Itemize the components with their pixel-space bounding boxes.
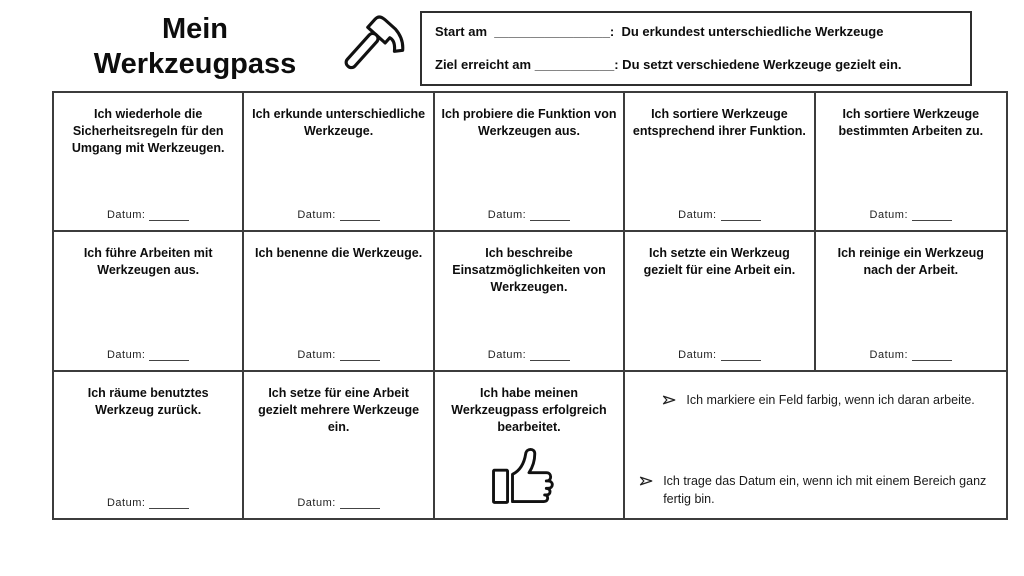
task-text: Ich sortiere Werkzeuge bestimmten Arbeiten zu.	[838, 107, 984, 138]
instruction-text: Ich markiere ein Feld farbig, wenn ich daran arbeite.	[686, 393, 975, 407]
datum-label: Datum:	[297, 209, 336, 221]
hammer-icon	[330, 8, 412, 86]
task-cell-r1c5	[816, 93, 1006, 232]
task-cell-r2c4	[625, 232, 815, 372]
task-text: Ich führe Arbeiten mit Werkzeugen aus.	[83, 246, 213, 277]
task-text: Ich beschreibe Einsatzmöglichkeiten von Werkzeugen.	[452, 246, 606, 294]
datum-field	[107, 209, 189, 221]
task-cell-r1c2	[244, 93, 434, 232]
task-cell-r1c3	[435, 93, 625, 232]
task-grid	[52, 91, 1008, 520]
datum-blank-line	[721, 349, 761, 361]
page-title	[58, 12, 332, 83]
datum-label: Datum:	[106, 349, 146, 361]
task-cell-r2c5	[816, 232, 1006, 372]
datum-label: Datum:	[869, 209, 909, 221]
task-cell-r3c2	[244, 372, 434, 518]
datum-blank-line	[340, 497, 380, 509]
datum-label: Datum:	[678, 209, 717, 221]
task-cell-r3c1	[54, 372, 244, 518]
datum-field	[297, 209, 379, 221]
page-title-line1: Mein	[161, 13, 229, 45]
task-text: Ich probiere die Funktion von Werkzeugen aus.	[441, 107, 617, 138]
datum-field	[678, 209, 760, 221]
datum-label: Datum:	[869, 349, 909, 361]
task-cell-r1c1	[54, 93, 244, 232]
task-cell-r2c1	[54, 232, 244, 372]
datum-field	[870, 209, 952, 221]
task-text: Ich räume benutztes Werkzeug zurück.	[87, 386, 209, 417]
task-text: Ich reinige ein Werkzeug nach der Arbeit.	[837, 246, 984, 277]
instructions-cell	[625, 372, 1006, 518]
task-text: Ich sortiere Werkzeuge entsprechend ihrer Funktion.	[632, 107, 806, 138]
datum-field	[297, 497, 379, 509]
page-title-line2: Werkzeugpass	[93, 48, 297, 81]
task-text: Ich setzte ein Werkzeug gezielt für eine Arbeit ein.	[643, 246, 796, 277]
datum-blank-line	[530, 209, 570, 221]
arrow-bullet-icon	[639, 475, 654, 487]
datum-label: Datum:	[487, 349, 527, 361]
goal-line: Ziel erreicht am ___________: Du setzt verschiedene Werkzeuge gezielt ein.	[435, 57, 902, 72]
datum-field	[297, 349, 379, 361]
task-cell-r1c4	[625, 93, 815, 232]
datum-blank-line	[149, 349, 189, 361]
datum-field	[678, 349, 760, 361]
task-text: Ich wiederhole die Sicherheitsregeln für den Umgang mit Werkzeugen.	[71, 107, 225, 155]
datum-blank-line	[530, 349, 570, 361]
task-cell-r2c2	[244, 232, 434, 372]
datum-blank-line	[912, 209, 952, 221]
datum-field	[107, 349, 189, 361]
datum-label: Datum:	[106, 497, 146, 509]
datum-blank-line	[340, 349, 380, 361]
datum-label: Datum:	[487, 209, 527, 221]
datum-blank-line	[721, 209, 761, 221]
datum-blank-line	[149, 209, 189, 221]
thumbs-up-icon	[486, 443, 572, 509]
arrow-bullet-icon	[662, 394, 677, 406]
datum-blank-line	[340, 209, 380, 221]
datum-blank-line	[912, 349, 952, 361]
datum-field	[488, 209, 570, 221]
instruction-text: Ich trage das Datum ein, wenn ich mit einem Bereich ganz fertig bin.	[663, 474, 987, 506]
task-cell-r3c3-success	[435, 372, 625, 518]
task-text: Ich setze für eine Arbeit gezielt mehrere Werkzeuge ein.	[258, 386, 420, 434]
datum-label: Datum:	[297, 349, 336, 361]
task-text: Ich erkunde unterschiedliche Werkzeuge.	[252, 107, 426, 138]
start-line: Start am ________________: Du erkundest unterschiedliche Werkzeuge	[435, 24, 884, 39]
datum-field	[870, 349, 952, 361]
datum-field	[488, 349, 570, 361]
instruction-item	[639, 473, 998, 508]
datum-blank-line	[149, 497, 189, 509]
task-text: Ich habe meinen Werkzeugpass erfolgreich bearbeitet.	[451, 386, 607, 434]
datum-label: Datum:	[297, 497, 336, 509]
datum-label: Datum:	[678, 349, 717, 361]
task-cell-r2c3	[435, 232, 625, 372]
datum-field	[107, 497, 189, 509]
instruction-item	[662, 392, 974, 410]
task-text: Ich benenne die Werkzeuge.	[255, 246, 423, 260]
datum-label: Datum:	[106, 209, 146, 221]
start-goal-box	[420, 11, 972, 86]
